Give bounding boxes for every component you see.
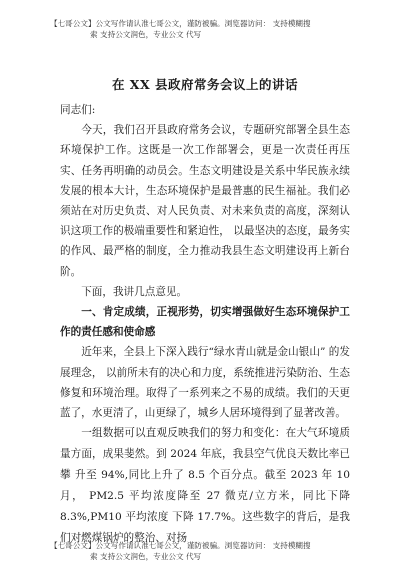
paragraph-statistics: 一组数据可以直观反映我们的努力和变化：在大气环境质量方面，成果斐然。到 2024 年底，我县空气优良天数比率已攀 升至 94%,同比上升了 8.5 个百分点。截至 2023 年 10 月， PM2.5 平均浓度降至 27 微克/立方米，同比下降 8.3%,PM10 平均浓度 下降 17.7%。这些数字的背后，是我们对燃煤锅炉的整治、对扬 bbox=[60, 427, 350, 545]
document-title: 在 XX 县政府常务会议上的讲话 bbox=[111, 77, 299, 92]
section-heading-1: 一、肯定成绩，正视形势，切实增强做好生态环境保护工作的责任感和使命感 bbox=[60, 306, 350, 339]
header-line-2: 索 支持公文润色，专业公文 代写 bbox=[90, 30, 202, 39]
footer-line-1: 【七哥公文】公文写作请认准七哥公文，谨防被骗。浏览器访问： 支持模糊搜 bbox=[50, 541, 311, 550]
footer-line-2: 索 支持公文润色，专业公文 代写 bbox=[90, 552, 202, 561]
page-header-watermark bbox=[50, 18, 380, 40]
paragraph-achievements: 近年来，全县上下深入践行“绿水青山就是金山银山” 的发展理念， 以前所未有的决心和力度，系统推进污染防治、生态修复和环境治理。取得了一系列来之不易的成绩。我们的天更蓝了，水更清了，山更绿了，城乡人居环境得到了显著改善。 bbox=[60, 346, 350, 420]
header-line-1: 【七哥公文】公文写作请认准七哥公文，谨防被骗。浏览器访问： 支持模糊搜 bbox=[50, 19, 311, 28]
paragraph-transition: 下面，我讲几点意见。 bbox=[81, 285, 188, 298]
page-footer-watermark bbox=[50, 540, 380, 562]
paragraph-intro: 今天，我们召开县政府常务会议，专题研究部署全县生态环境保护工作。这既是一次工作部署会，更是一次责任再压实、任务再明确的动员会。生态文明建设是关系中华民族永续发展的根本大计，生态环境保护是最普惠的民生福祉。我们必须站在对历史负责、对人民负责、对未来负责的高度，深刻认识这项工作的极端重要性和紧迫性， 以最坚决的态度，最务实的作风、最严格的制度，全力推动我县生态文明建设再上新台阶。 bbox=[60, 124, 350, 278]
document-body bbox=[60, 100, 350, 549]
salutation: 同志们: bbox=[60, 104, 96, 116]
